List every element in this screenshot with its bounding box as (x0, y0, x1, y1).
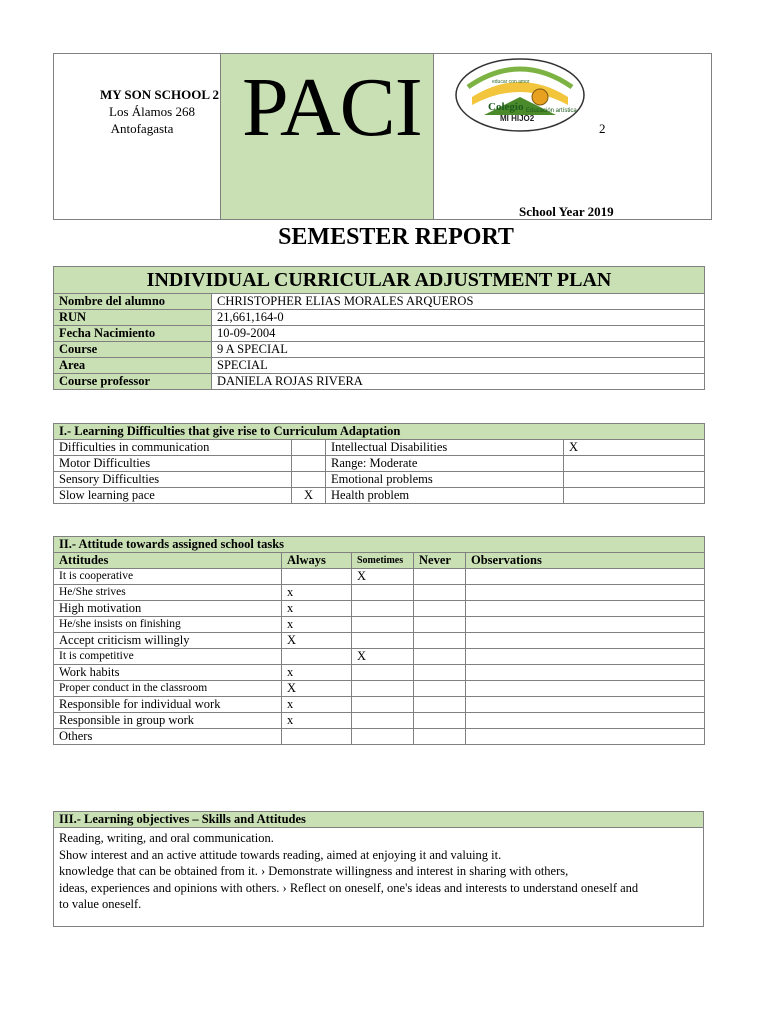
attitude-sometimes (352, 713, 414, 729)
attitude-always: X (282, 681, 352, 697)
student-field-value: SPECIAL (212, 358, 705, 374)
attitude-row (54, 569, 705, 585)
student-field-label: RUN (54, 310, 212, 326)
difficulties-table (53, 423, 705, 504)
attitude-observations (466, 697, 705, 713)
logo-text-arc: educar con amor (492, 79, 530, 85)
difficulty-left-label: Sensory Difficulties (54, 472, 292, 488)
col-observations: Observations (466, 553, 705, 569)
attitude-never (414, 697, 466, 713)
logo-text-top: Colegio (488, 101, 524, 113)
difficulty-left-mark (292, 456, 326, 472)
attitude-label: It is competitive (54, 649, 282, 665)
attitude-always (282, 649, 352, 665)
difficulty-right-mark (564, 488, 705, 504)
attitude-observations (466, 713, 705, 729)
attitude-sometimes (352, 633, 414, 649)
student-row (54, 326, 705, 342)
attitude-never (414, 729, 466, 745)
col-attitudes: Attitudes (54, 553, 282, 569)
difficulty-right-mark (564, 472, 705, 488)
difficulty-left-label: Slow learning pace (54, 488, 292, 504)
student-row (54, 342, 705, 358)
attitude-sometimes: X (352, 569, 414, 585)
attitude-row (54, 649, 705, 665)
student-field-label: Area (54, 358, 212, 374)
attitude-always (282, 729, 352, 745)
objectives-table (53, 811, 704, 927)
difficulty-right-label: Intellectual Disabilities (326, 440, 564, 456)
attitude-row (54, 729, 705, 745)
student-field-label: Course professor (54, 374, 212, 390)
objective-line: ideas, experiences and opinions with others. › Reflect on oneself, one's ideas and interests to understand oneself and (59, 880, 639, 895)
logo-text-sub: Educación artística (526, 108, 577, 114)
difficulty-row (54, 488, 705, 504)
difficulty-row (54, 472, 705, 488)
attitude-never (414, 649, 466, 665)
objectives-body (54, 828, 704, 927)
report-title: SEMESTER REPORT (278, 224, 514, 250)
attitude-always: x (282, 601, 352, 617)
attitudes-table (53, 536, 705, 745)
attitude-row (54, 665, 705, 681)
col-sometimes: Sometimes (352, 553, 414, 569)
student-field-value: 10-09-2004 (212, 326, 705, 342)
objectives-title: III.- Learning objectives – Skills and Attitudes (54, 812, 704, 828)
attitude-label: Accept criticism willingly (54, 633, 282, 649)
attitude-always: x (282, 665, 352, 681)
student-row (54, 310, 705, 326)
attitude-label: Responsible in group work (54, 713, 282, 729)
header-box (53, 53, 712, 220)
school-address: Los Álamos 268 (109, 104, 195, 119)
attitude-label: He/she insists on finishing (54, 617, 282, 633)
objective-line: Reading, writing, and oral communication. (59, 831, 274, 845)
attitude-sometimes (352, 665, 414, 681)
attitude-always: x (282, 617, 352, 633)
attitude-label: Responsible for individual work (54, 697, 282, 713)
attitude-label: High motivation (54, 601, 282, 617)
student-field-value: DANIELA ROJAS RIVERA (212, 374, 705, 390)
difficulty-left-label: Motor Difficulties (54, 456, 292, 472)
attitude-observations (466, 665, 705, 681)
attitude-label: Others (54, 729, 282, 745)
attitude-sometimes (352, 681, 414, 697)
difficulty-left-label: Difficulties in communication (54, 440, 292, 456)
attitude-sometimes (352, 601, 414, 617)
attitude-never (414, 665, 466, 681)
attitude-observations (466, 649, 705, 665)
attitude-never (414, 601, 466, 617)
attitude-row (54, 713, 705, 729)
school-name: MY SON SCHOOL 2 (99, 87, 220, 102)
difficulty-left-mark (292, 472, 326, 488)
student-field-label: Fecha Nacimiento (54, 326, 212, 342)
objective-line: Show interest and an active attitude towards reading, aimed at enjoying it and valuing it. (59, 847, 502, 862)
student-field-value: 9 A SPECIAL (212, 342, 705, 358)
difficulty-left-mark (292, 440, 326, 456)
attitude-never (414, 713, 466, 729)
attitude-observations (466, 729, 705, 745)
attitude-always: x (282, 713, 352, 729)
attitude-always: x (282, 585, 352, 601)
paci-title: PACI (242, 61, 422, 154)
attitude-row (54, 681, 705, 697)
col-never: Never (414, 553, 466, 569)
student-field-value: CHRISTOPHER ELIAS MORALES ARQUEROS (212, 294, 705, 310)
difficulty-right-label: Health problem (326, 488, 564, 504)
student-field-label: Nombre del alumno (54, 294, 212, 310)
difficulty-right-mark (564, 456, 705, 472)
difficulty-right-label: Emotional problems (326, 472, 564, 488)
attitude-sometimes (352, 617, 414, 633)
attitude-observations (466, 569, 705, 585)
difficulty-right-label: Range: Moderate (326, 456, 564, 472)
attitude-observations (466, 585, 705, 601)
attitude-observations (466, 681, 705, 697)
attitude-never (414, 681, 466, 697)
attitude-label: Work habits (54, 665, 282, 681)
attitude-sometimes: X (352, 649, 414, 665)
objective-line: knowledge that can be obtained from it. › Demonstrate willingness and interest in sharing with others, (59, 864, 569, 878)
logo-text-bottom: MI HIJO2 (500, 114, 535, 123)
school-year: School Year 2019 (519, 204, 614, 219)
school-city: Antofagasta (110, 121, 174, 136)
student-table-title: INDIVIDUAL CURRICULAR ADJUSTMENT PLAN (54, 267, 705, 294)
attitude-observations (466, 617, 705, 633)
col-always: Always (282, 553, 352, 569)
attitude-label: He/She strives (54, 585, 282, 601)
attitudes-title: II.- Attitude towards assigned school tasks (54, 537, 705, 553)
attitude-never (414, 633, 466, 649)
student-field-value: 21,661,164-0 (212, 310, 705, 326)
attitude-sometimes (352, 585, 414, 601)
attitude-never (414, 569, 466, 585)
student-row (54, 294, 705, 310)
student-table (53, 266, 705, 390)
attitude-row (54, 633, 705, 649)
student-row (54, 374, 705, 390)
attitude-always (282, 569, 352, 585)
attitude-label: It is cooperative (54, 569, 282, 585)
attitude-row (54, 697, 705, 713)
paci-title-cell (220, 54, 434, 219)
attitude-row (54, 601, 705, 617)
attitude-label: Proper conduct in the classroom (54, 681, 282, 697)
attitude-sometimes (352, 729, 414, 745)
page-number: 2 (599, 121, 606, 136)
objective-line: to value oneself. (59, 897, 142, 911)
attitude-always: X (282, 633, 352, 649)
difficulty-right-mark: X (564, 440, 705, 456)
attitude-never (414, 617, 466, 633)
difficulty-row (54, 440, 705, 456)
attitude-row (54, 617, 705, 633)
attitude-observations (466, 633, 705, 649)
difficulty-row (54, 456, 705, 472)
attitude-always: x (282, 697, 352, 713)
student-field-label: Course (54, 342, 212, 358)
attitude-never (414, 585, 466, 601)
student-row (54, 358, 705, 374)
difficulties-title: I.- Learning Difficulties that give rise to Curriculum Adaptation (54, 424, 705, 440)
attitude-row (54, 585, 705, 601)
attitude-sometimes (352, 697, 414, 713)
attitude-observations (466, 601, 705, 617)
school-info (54, 86, 220, 137)
school-logo (454, 57, 586, 133)
difficulty-left-mark: X (292, 488, 326, 504)
